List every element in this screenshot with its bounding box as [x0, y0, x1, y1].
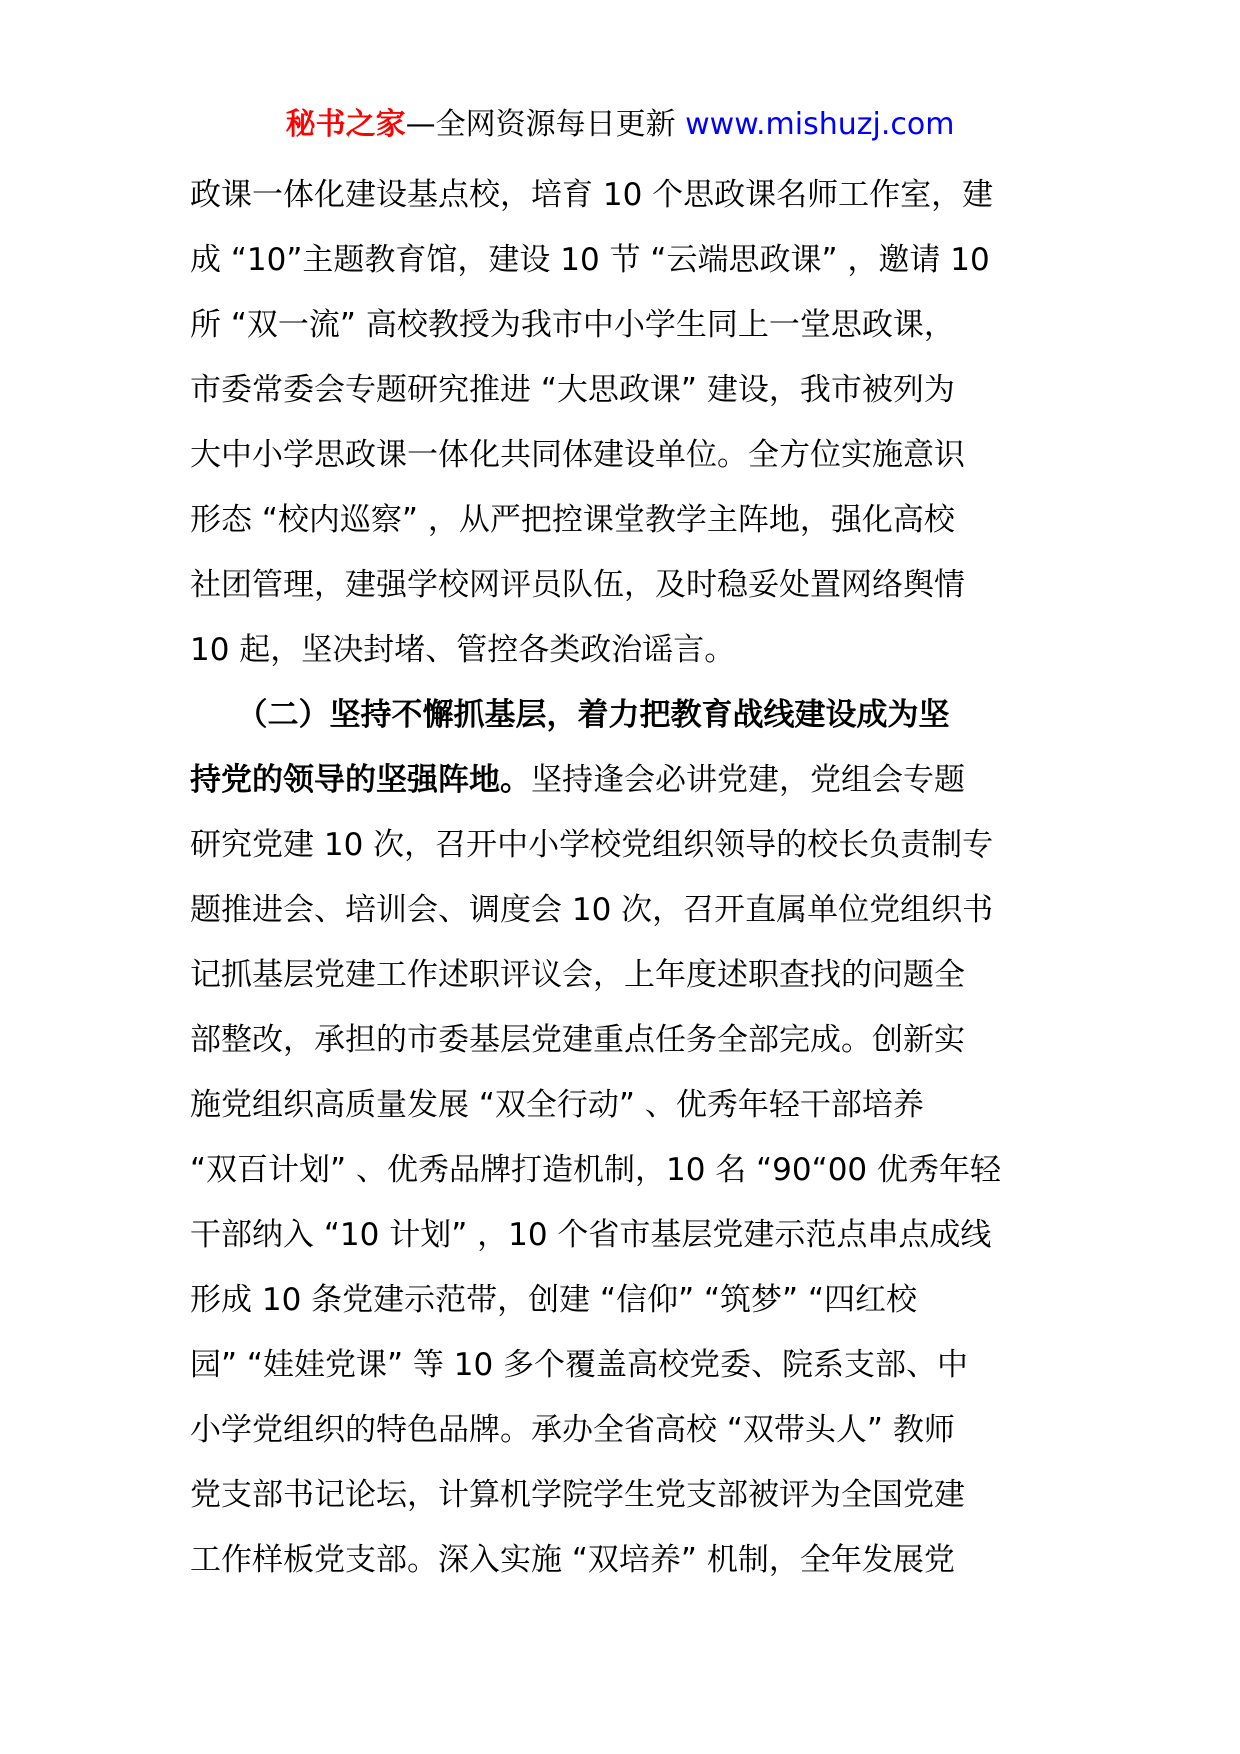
text-segment: 政课一体化建设基点校，培育 10 个思政课名师工作室，建: [190, 177, 994, 213]
text-segment: 所 “双一流” 高校教授为我市中小学生同上一堂思政课，: [190, 307, 955, 343]
text-line: [190, 553, 1070, 618]
text-line: [190, 748, 1070, 813]
text-line: [190, 878, 1070, 943]
text-line: [190, 1008, 1070, 1073]
text-line: [190, 1203, 1070, 1268]
document-body: [190, 163, 1070, 1593]
text-segment: 坚持逢会必讲党建，党组会专题: [531, 762, 965, 798]
brand-name: 秘书之家: [285, 107, 406, 142]
text-segment: 施党组织高质量发展 “双全行动” 、优秀年轻干部培养: [190, 1087, 924, 1123]
text-line: [190, 1073, 1070, 1138]
text-segment: 干部纳入 “10 计划” ，10 个省市基层党建示范点串点成线: [190, 1217, 992, 1253]
text-line: [190, 358, 1070, 423]
text-line: [190, 813, 1070, 878]
text-line: [190, 1398, 1070, 1463]
text-segment: “双百计划” 、优秀品牌打造机制，10 名 “90“00 优秀年轻: [190, 1152, 1001, 1188]
header-tagline: —全网资源每日更新: [405, 107, 676, 142]
text-line: [190, 1528, 1070, 1593]
text-segment: 部整改，承担的市委基层党建重点任务全部完成。创新实: [190, 1022, 965, 1058]
text-segment: 小学党组织的特色品牌。承办全省高校 “双带头人” 教师: [190, 1412, 955, 1448]
bold-text-segment: 持党的领导的坚强阵地。: [190, 762, 531, 798]
text-segment: 形成 10 条党建示范带，创建 “信仰” “筑梦” “四红校: [190, 1282, 918, 1318]
text-line: [190, 1463, 1070, 1528]
text-segment: 10 起，坚决封堵、管控各类政治谣言。: [190, 632, 736, 668]
text-line: [190, 618, 1070, 683]
bold-text-segment: （二）坚持不懈抓基层，着力把教育战线建设成为坚: [190, 697, 950, 733]
text-segment: 社团管理，建强学校网评员队伍，及时稳妥处置网络舆情: [190, 567, 965, 603]
text-line: [190, 683, 1070, 748]
text-line: [190, 488, 1070, 553]
text-segment: 题推进会、培训会、调度会 10 次，召开直属单位党组织书: [190, 892, 994, 928]
text-segment: 大中小学思政课一体化共同体建设单位。全方位实施意识: [190, 437, 965, 473]
text-segment: 园” “娃娃党课” 等 10 多个覆盖高校党委、院系支部、中: [190, 1347, 969, 1383]
text-segment: 市委常委会专题研究推进 “大思政课” 建设，我市被列为: [190, 372, 955, 408]
text-segment: 成 “10”主题教育馆，建设 10 节 “云端思政课” ，邀请 10: [190, 242, 990, 278]
site-url[interactable]: www.mishuzj.com: [685, 107, 955, 142]
text-line: [190, 228, 1070, 293]
text-segment: 工作样板党支部。深入实施 “双培养” 机制，全年发展党: [190, 1542, 955, 1578]
text-line: [190, 163, 1070, 228]
text-line: [190, 1268, 1070, 1333]
text-line: [190, 423, 1070, 488]
site-header: [0, 100, 1240, 150]
text-line: [190, 943, 1070, 1008]
text-segment: 形态 “校内巡察” ，从严把控课堂教学主阵地，强化高校: [190, 502, 955, 538]
text-line: [190, 293, 1070, 358]
text-segment: 研究党建 10 次，召开中小学校党组织领导的校长负责制专: [190, 827, 994, 863]
text-segment: 党支部书记论坛，计算机学院学生党支部被评为全国党建: [190, 1477, 965, 1513]
text-line: [190, 1333, 1070, 1398]
text-segment: 记抓基层党建工作述职评议会，上年度述职查找的问题全: [190, 957, 965, 993]
text-line: [190, 1138, 1070, 1203]
